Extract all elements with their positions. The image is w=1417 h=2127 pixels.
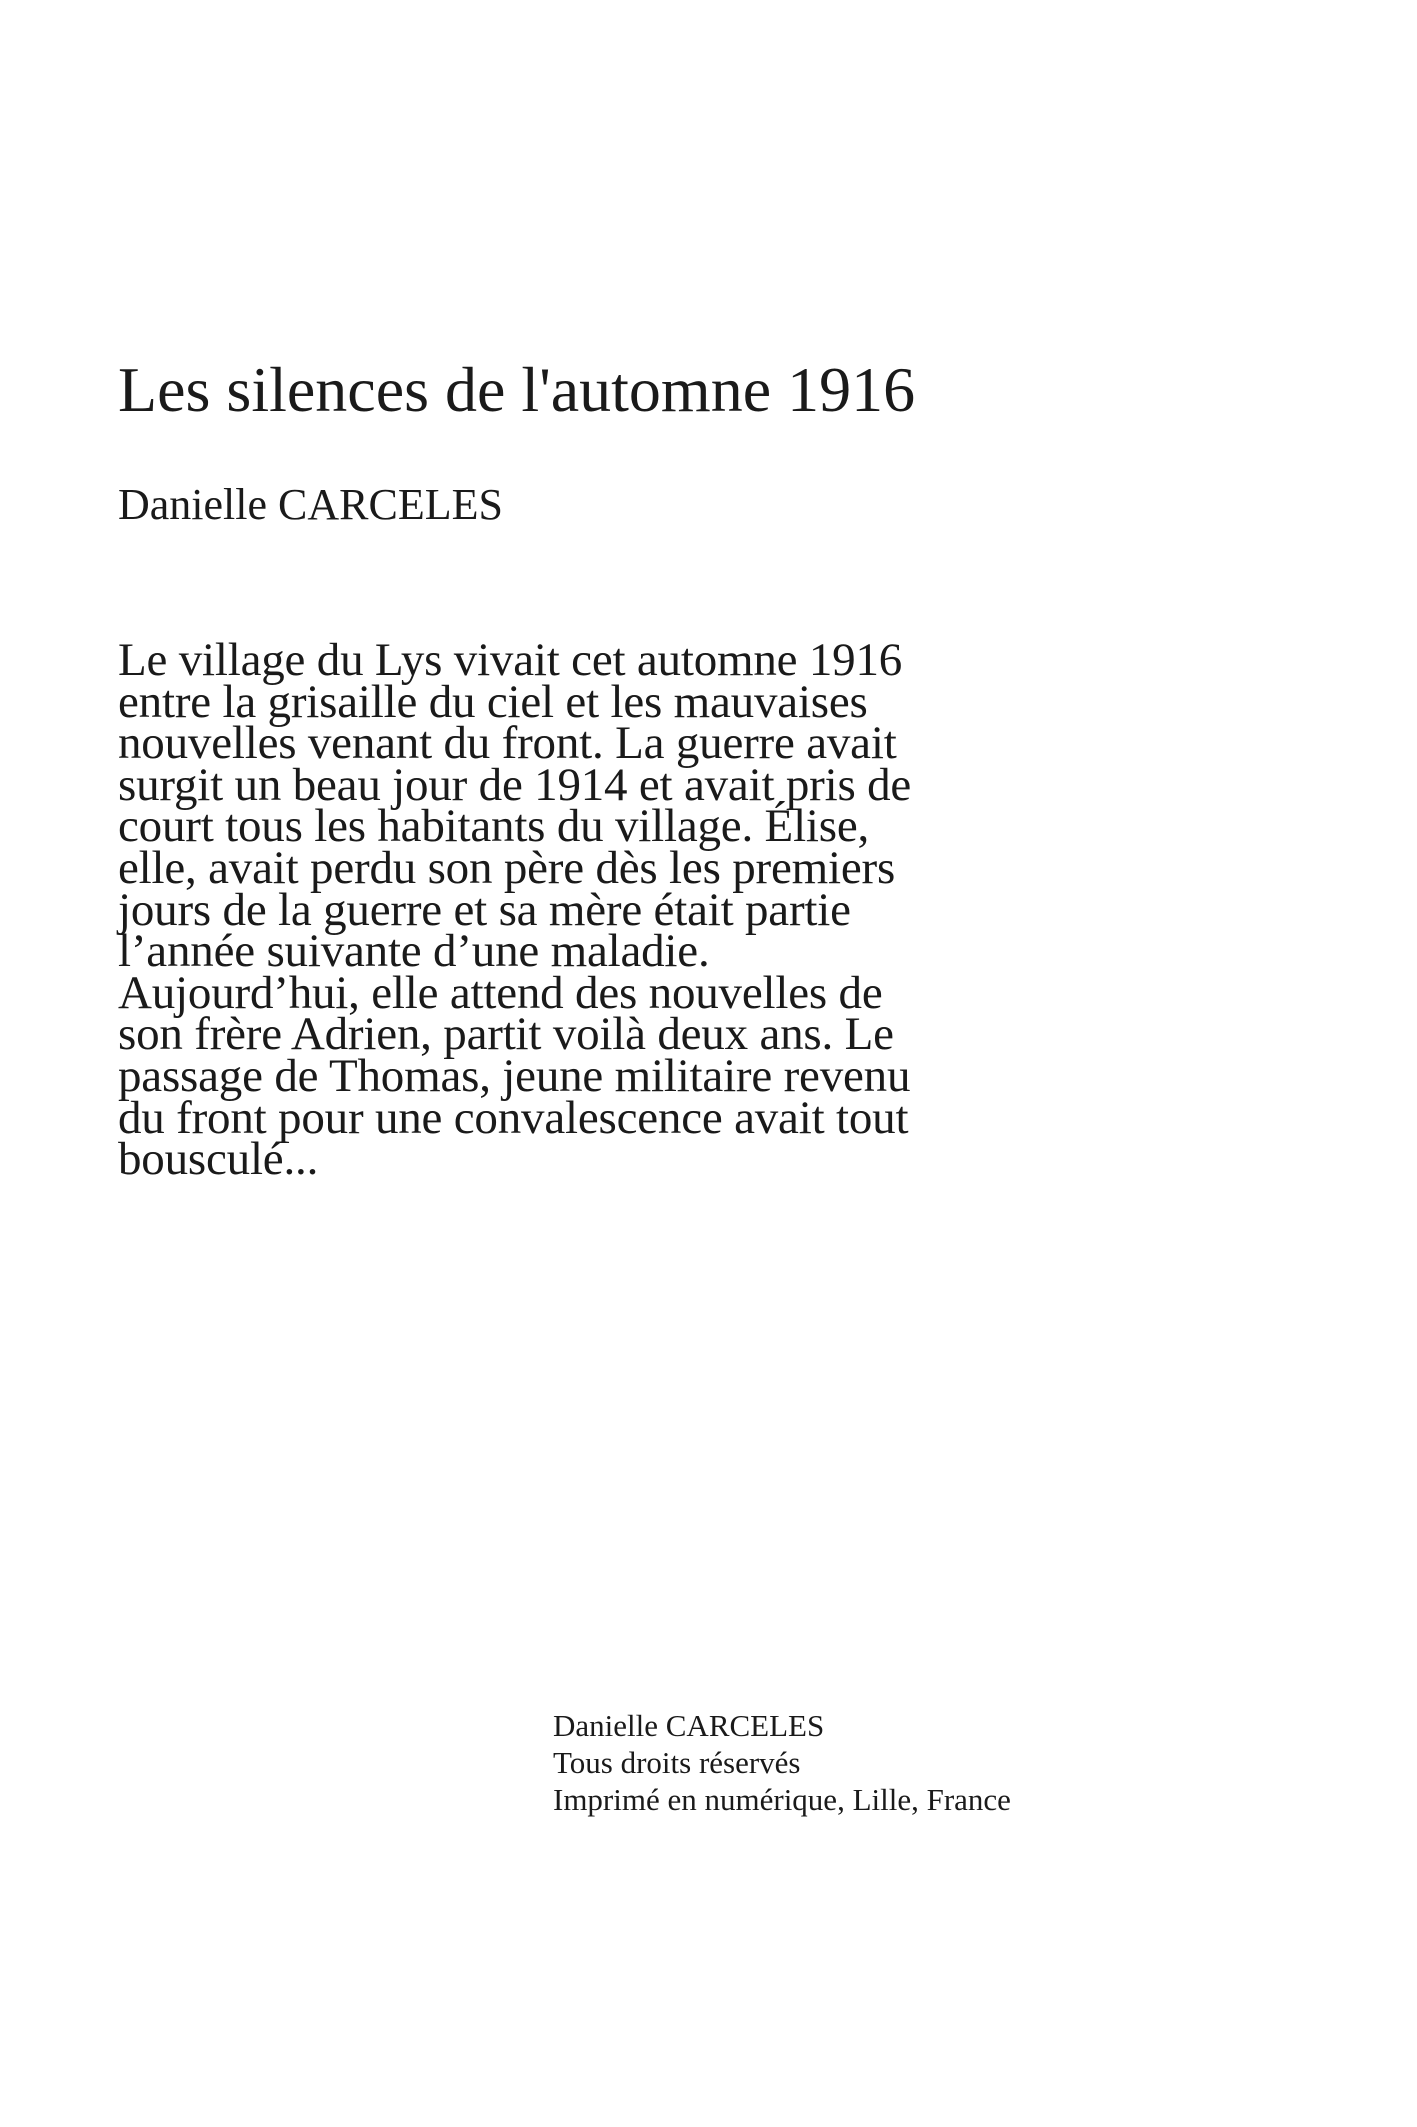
colophon-rights: Tous droits réservés xyxy=(553,1745,801,1780)
blurb-line: surgit un beau jour de 1914 et avait pris de xyxy=(118,758,912,811)
blurb-line: Aujourd’hui, elle attend des nouvelles de xyxy=(118,966,883,1019)
colophon-author: Danielle CARCELES xyxy=(553,1708,825,1743)
colophon xyxy=(553,1707,1011,1818)
blurb-line: son frère Adrien, partit voilà deux ans. Le xyxy=(118,1008,894,1061)
blurb-line: du front pour une convalescence avait tout xyxy=(118,1091,909,1144)
blurb-line: elle, avait perdu son père dès les premiers xyxy=(118,841,896,894)
blurb-line: entre la grisaille du ciel et les mauvaises xyxy=(118,675,868,728)
back-cover-blurb xyxy=(118,634,1058,1186)
book-title: Les silences de l'automne 1916 xyxy=(118,354,916,425)
blurb-line: bousculé... xyxy=(118,1133,319,1186)
blurb-line: passage de Thomas, jeune militaire revenu xyxy=(118,1049,911,1102)
blurb-line: nouvelles venant du front. La guerre avait xyxy=(118,717,897,770)
blurb-line: l’année suivante d’une maladie. xyxy=(118,925,710,978)
blurb-line: jours de la guerre et sa mère était partie xyxy=(118,883,851,936)
blurb-line: Le village du Lys vivait cet automne 1916 xyxy=(118,634,903,686)
colophon-printing: Imprimé en numérique, Lille, France xyxy=(553,1782,1011,1817)
blurb-line: court tous les habitants du village. Élise, xyxy=(118,800,870,853)
book-author: Danielle CARCELES xyxy=(118,480,503,529)
